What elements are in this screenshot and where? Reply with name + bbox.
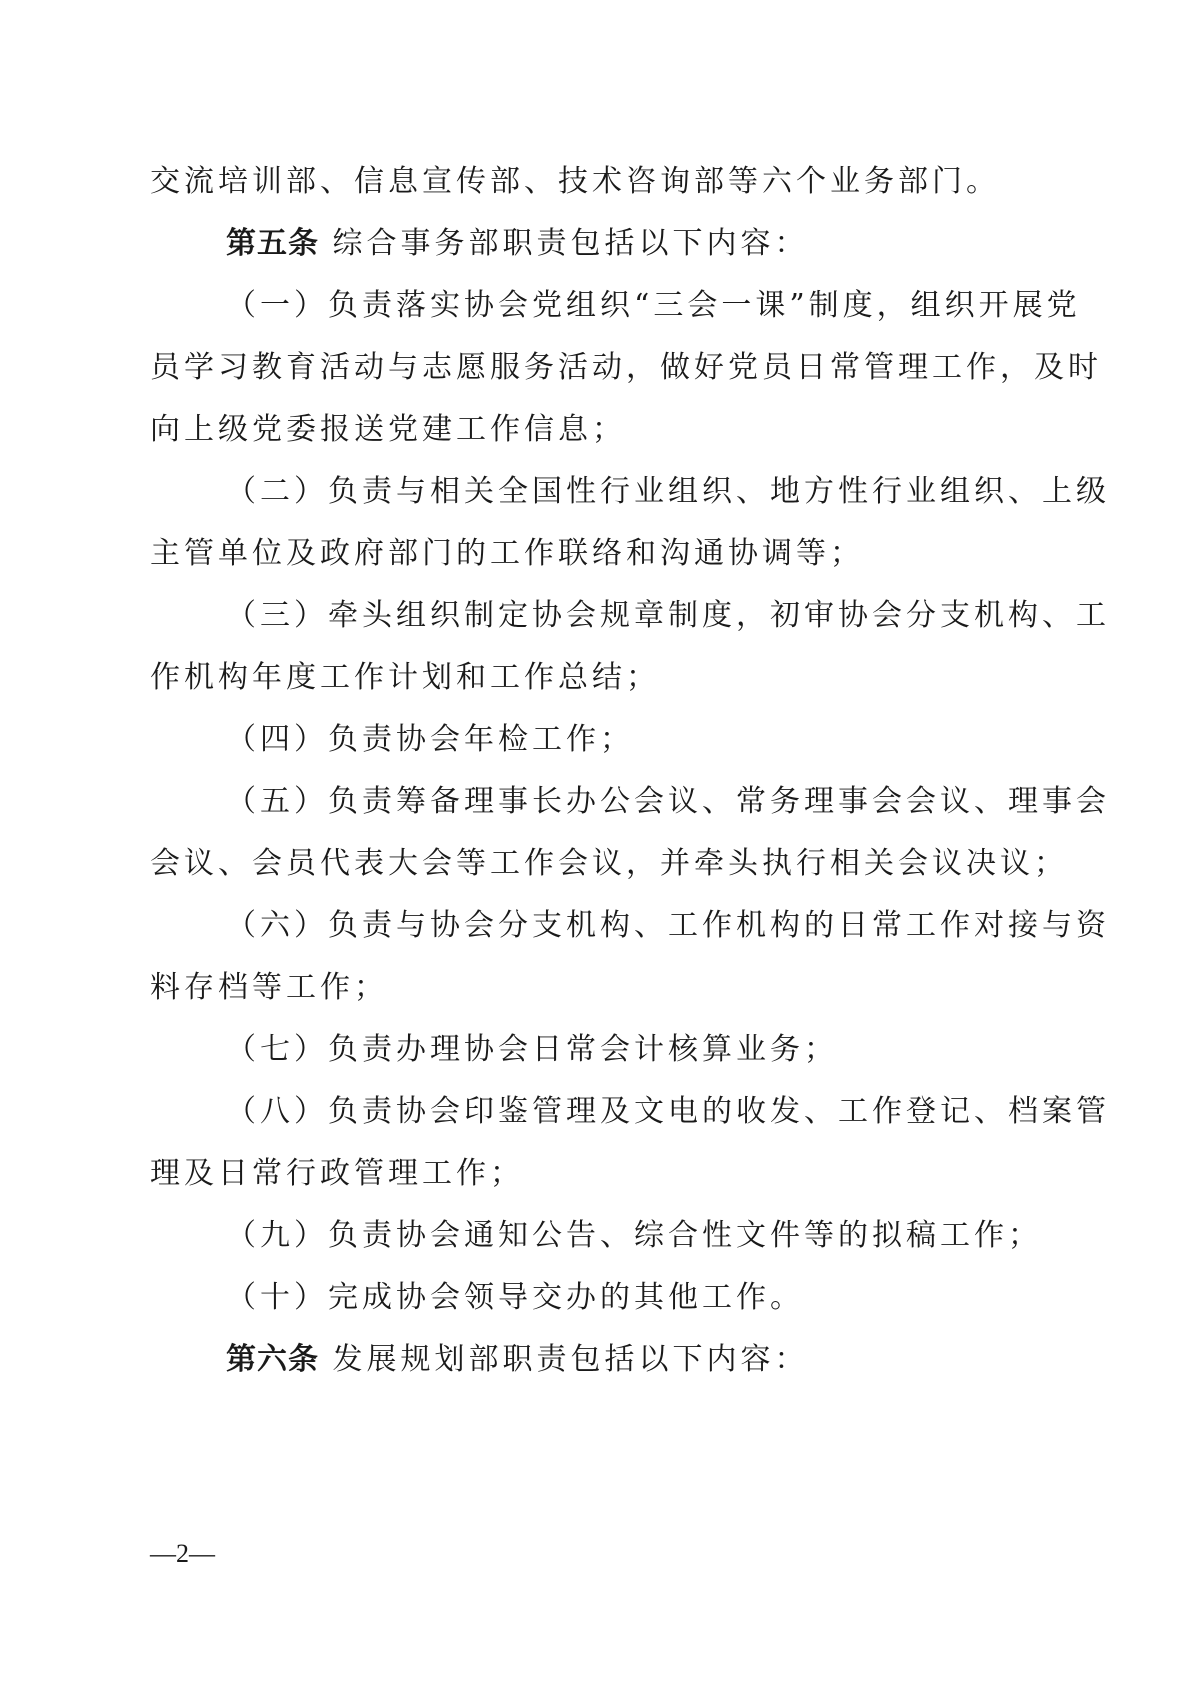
article-6-heading: 第六条: [226, 1342, 319, 1377]
item-2-line-1: （二）负责与相关全国性行业组织、地方性行业组织、上级: [226, 474, 1110, 509]
text-line-1: 交流培训部、信息宣传部、技术咨询部等六个业务部门。: [150, 164, 1000, 199]
item-3-line-1: （三）牵头组织制定协会规章制度，初审协会分支机构、工: [226, 598, 1110, 633]
article-5-text: 综合事务部职责包括以下内容：: [332, 226, 809, 261]
item-1-line-2: 员学习教育活动与志愿服务活动，做好党员日常管理工作，及时: [150, 350, 1102, 385]
article-6-text: 发展规划部职责包括以下内容：: [332, 1342, 809, 1377]
item-4-line-1: （四）负责协会年检工作；: [226, 722, 634, 757]
article-5-heading: 第五条: [226, 226, 319, 261]
item-3-line-2: 作机构年度工作计划和工作总结；: [150, 660, 660, 695]
item-5-line-2: 会议、会员代表大会等工作会议，并牵头执行相关会议决议；: [150, 846, 1068, 881]
item-10-line-1: （十）完成协会领导交办的其他工作。: [226, 1280, 804, 1315]
item-1-line-1: （一）负责落实协会党组织“三会一课”制度，组织开展党: [226, 288, 1081, 323]
article-5: [226, 224, 1126, 264]
item-6-line-1: （六）负责与协会分支机构、工作机构的日常工作对接与资: [226, 908, 1110, 943]
item-1-line-3: 向上级党委报送党建工作信息；: [150, 412, 626, 447]
item-8-line-2: 理及日常行政管理工作；: [150, 1156, 524, 1191]
page-number: —2—: [150, 1539, 215, 1568]
item-7-line-1: （七）负责办理协会日常会计核算业务；: [226, 1032, 838, 1067]
item-2-line-2: 主管单位及政府部门的工作联络和沟通协调等；: [150, 536, 864, 571]
item-8-line-1: （八）负责协会印鉴管理及文电的收发、工作登记、档案管: [226, 1094, 1110, 1129]
item-9-line-1: （九）负责协会通知公告、综合性文件等的拟稿工作；: [226, 1218, 1042, 1253]
article-6: [226, 1340, 1126, 1380]
item-6-line-2: 料存档等工作；: [150, 970, 388, 1005]
item-5-line-1: （五）负责筹备理事长办公会议、常务理事会会议、理事会: [226, 784, 1110, 819]
